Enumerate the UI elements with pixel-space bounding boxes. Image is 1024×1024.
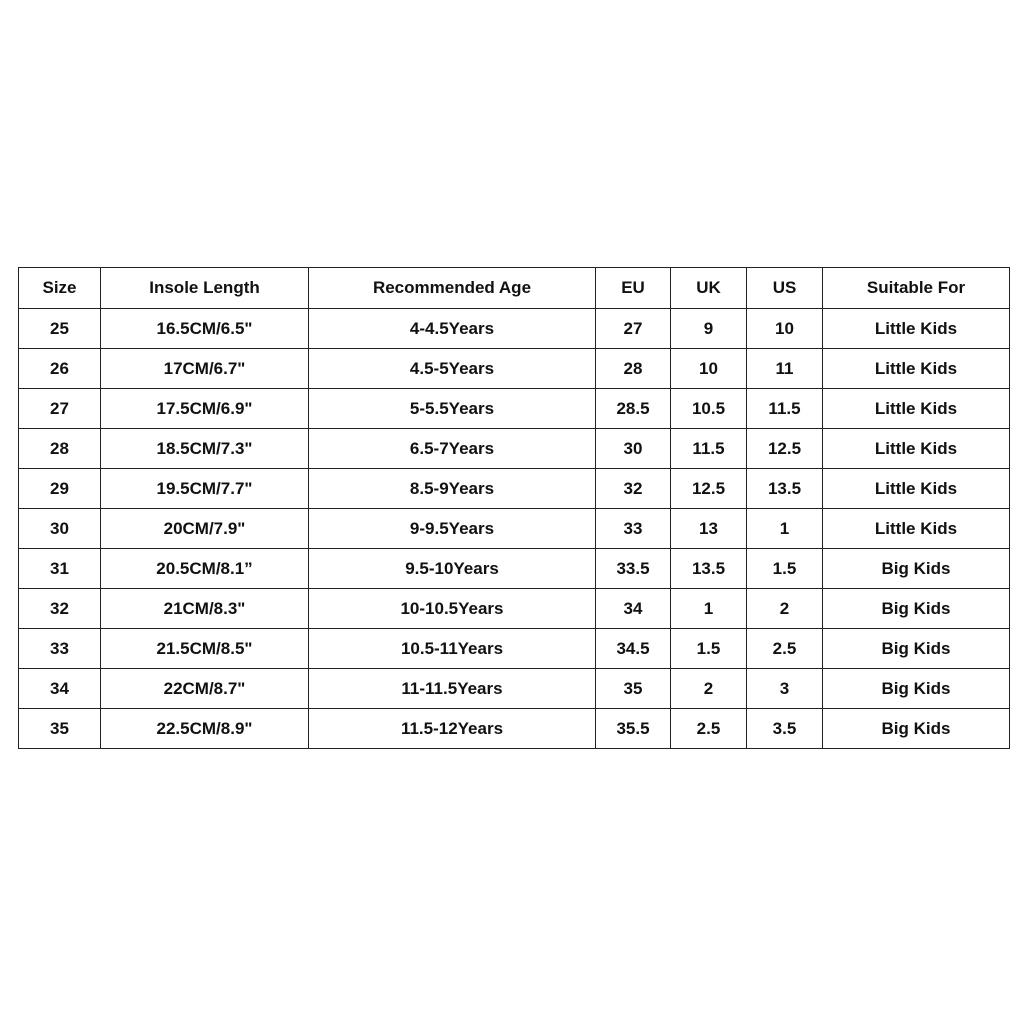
cell-insole-length: 17CM/6.7" (101, 349, 309, 389)
cell-us: 3 (747, 669, 823, 709)
cell-us: 13.5 (747, 469, 823, 509)
cell-size: 31 (19, 549, 101, 589)
cell-uk: 13.5 (671, 549, 747, 589)
cell-uk: 2 (671, 669, 747, 709)
cell-uk: 9 (671, 309, 747, 349)
cell-eu: 34 (596, 589, 671, 629)
table-row (19, 309, 1010, 349)
cell-recommended-age: 11.5-12Years (309, 709, 596, 749)
cell-uk: 10.5 (671, 389, 747, 429)
cell-suitable-for: Little Kids (823, 469, 1010, 509)
cell-suitable-for: Little Kids (823, 389, 1010, 429)
cell-recommended-age: 8.5-9Years (309, 469, 596, 509)
cell-size: 35 (19, 709, 101, 749)
size-chart-table (18, 267, 1010, 749)
cell-uk: 1.5 (671, 629, 747, 669)
cell-uk: 2.5 (671, 709, 747, 749)
cell-size: 33 (19, 629, 101, 669)
cell-insole-length: 22CM/8.7" (101, 669, 309, 709)
header-uk: UK (671, 268, 747, 309)
cell-suitable-for: Big Kids (823, 549, 1010, 589)
cell-us: 10 (747, 309, 823, 349)
cell-us: 11 (747, 349, 823, 389)
cell-recommended-age: 9-9.5Years (309, 509, 596, 549)
cell-suitable-for: Big Kids (823, 629, 1010, 669)
cell-insole-length: 17.5CM/6.9" (101, 389, 309, 429)
cell-us: 1 (747, 509, 823, 549)
table-row (19, 669, 1010, 709)
cell-eu: 33.5 (596, 549, 671, 589)
header-size: Size (19, 268, 101, 309)
cell-uk: 10 (671, 349, 747, 389)
cell-us: 3.5 (747, 709, 823, 749)
cell-suitable-for: Little Kids (823, 349, 1010, 389)
cell-insole-length: 22.5CM/8.9" (101, 709, 309, 749)
table-body (19, 309, 1010, 749)
cell-us: 1.5 (747, 549, 823, 589)
cell-recommended-age: 4-4.5Years (309, 309, 596, 349)
table-row (19, 389, 1010, 429)
cell-eu: 33 (596, 509, 671, 549)
cell-uk: 13 (671, 509, 747, 549)
cell-eu: 30 (596, 429, 671, 469)
cell-recommended-age: 10-10.5Years (309, 589, 596, 629)
cell-recommended-age: 6.5-7Years (309, 429, 596, 469)
cell-insole-length: 19.5CM/7.7" (101, 469, 309, 509)
cell-us: 2 (747, 589, 823, 629)
cell-size: 34 (19, 669, 101, 709)
table-row (19, 429, 1010, 469)
cell-us: 12.5 (747, 429, 823, 469)
cell-size: 30 (19, 509, 101, 549)
cell-recommended-age: 10.5-11Years (309, 629, 596, 669)
cell-suitable-for: Little Kids (823, 509, 1010, 549)
cell-suitable-for: Big Kids (823, 669, 1010, 709)
header-us: US (747, 268, 823, 309)
cell-insole-length: 20CM/7.9" (101, 509, 309, 549)
cell-eu: 35.5 (596, 709, 671, 749)
cell-size: 27 (19, 389, 101, 429)
cell-eu: 34.5 (596, 629, 671, 669)
table-header-row (19, 268, 1010, 309)
cell-eu: 32 (596, 469, 671, 509)
cell-recommended-age: 5-5.5Years (309, 389, 596, 429)
cell-recommended-age: 4.5-5Years (309, 349, 596, 389)
cell-eu: 27 (596, 309, 671, 349)
header-suitable-for: Suitable For (823, 268, 1010, 309)
table-row (19, 469, 1010, 509)
table-row (19, 509, 1010, 549)
cell-insole-length: 18.5CM/7.3" (101, 429, 309, 469)
table-row (19, 549, 1010, 589)
cell-uk: 11.5 (671, 429, 747, 469)
cell-insole-length: 21CM/8.3" (101, 589, 309, 629)
header-recommended-age: Recommended Age (309, 268, 596, 309)
cell-insole-length: 21.5CM/8.5" (101, 629, 309, 669)
cell-size: 28 (19, 429, 101, 469)
cell-recommended-age: 9.5-10Years (309, 549, 596, 589)
cell-us: 11.5 (747, 389, 823, 429)
cell-eu: 35 (596, 669, 671, 709)
cell-suitable-for: Big Kids (823, 589, 1010, 629)
table-row (19, 589, 1010, 629)
header-eu: EU (596, 268, 671, 309)
cell-suitable-for: Little Kids (823, 429, 1010, 469)
cell-insole-length: 20.5CM/8.1” (101, 549, 309, 589)
cell-size: 29 (19, 469, 101, 509)
cell-eu: 28.5 (596, 389, 671, 429)
cell-recommended-age: 11-11.5Years (309, 669, 596, 709)
cell-suitable-for: Little Kids (823, 309, 1010, 349)
table-row (19, 709, 1010, 749)
cell-size: 25 (19, 309, 101, 349)
header-insole-length: Insole Length (101, 268, 309, 309)
cell-insole-length: 16.5CM/6.5" (101, 309, 309, 349)
cell-eu: 28 (596, 349, 671, 389)
cell-us: 2.5 (747, 629, 823, 669)
cell-size: 32 (19, 589, 101, 629)
table-row (19, 629, 1010, 669)
cell-suitable-for: Big Kids (823, 709, 1010, 749)
table-row (19, 349, 1010, 389)
cell-uk: 1 (671, 589, 747, 629)
cell-size: 26 (19, 349, 101, 389)
cell-uk: 12.5 (671, 469, 747, 509)
